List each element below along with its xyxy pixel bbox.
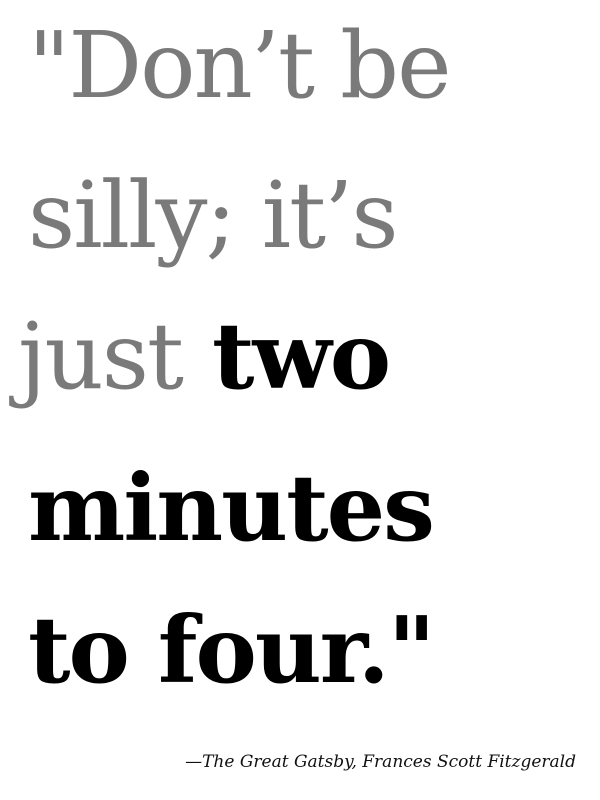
quote-line-5: to four." [28, 596, 434, 704]
quote-line-3-dark: two [212, 302, 390, 410]
quote-line-1: "Don’t be [28, 12, 450, 119]
attribution: —The Great Gatsby, Frances Scott Fitzgerald [185, 752, 576, 772]
quote-line-2: silly; it’s [28, 162, 397, 269]
quote-line-3-light: just [18, 303, 182, 410]
quote-line-4: minutes [28, 454, 433, 562]
quote-line-3 [18, 302, 390, 410]
